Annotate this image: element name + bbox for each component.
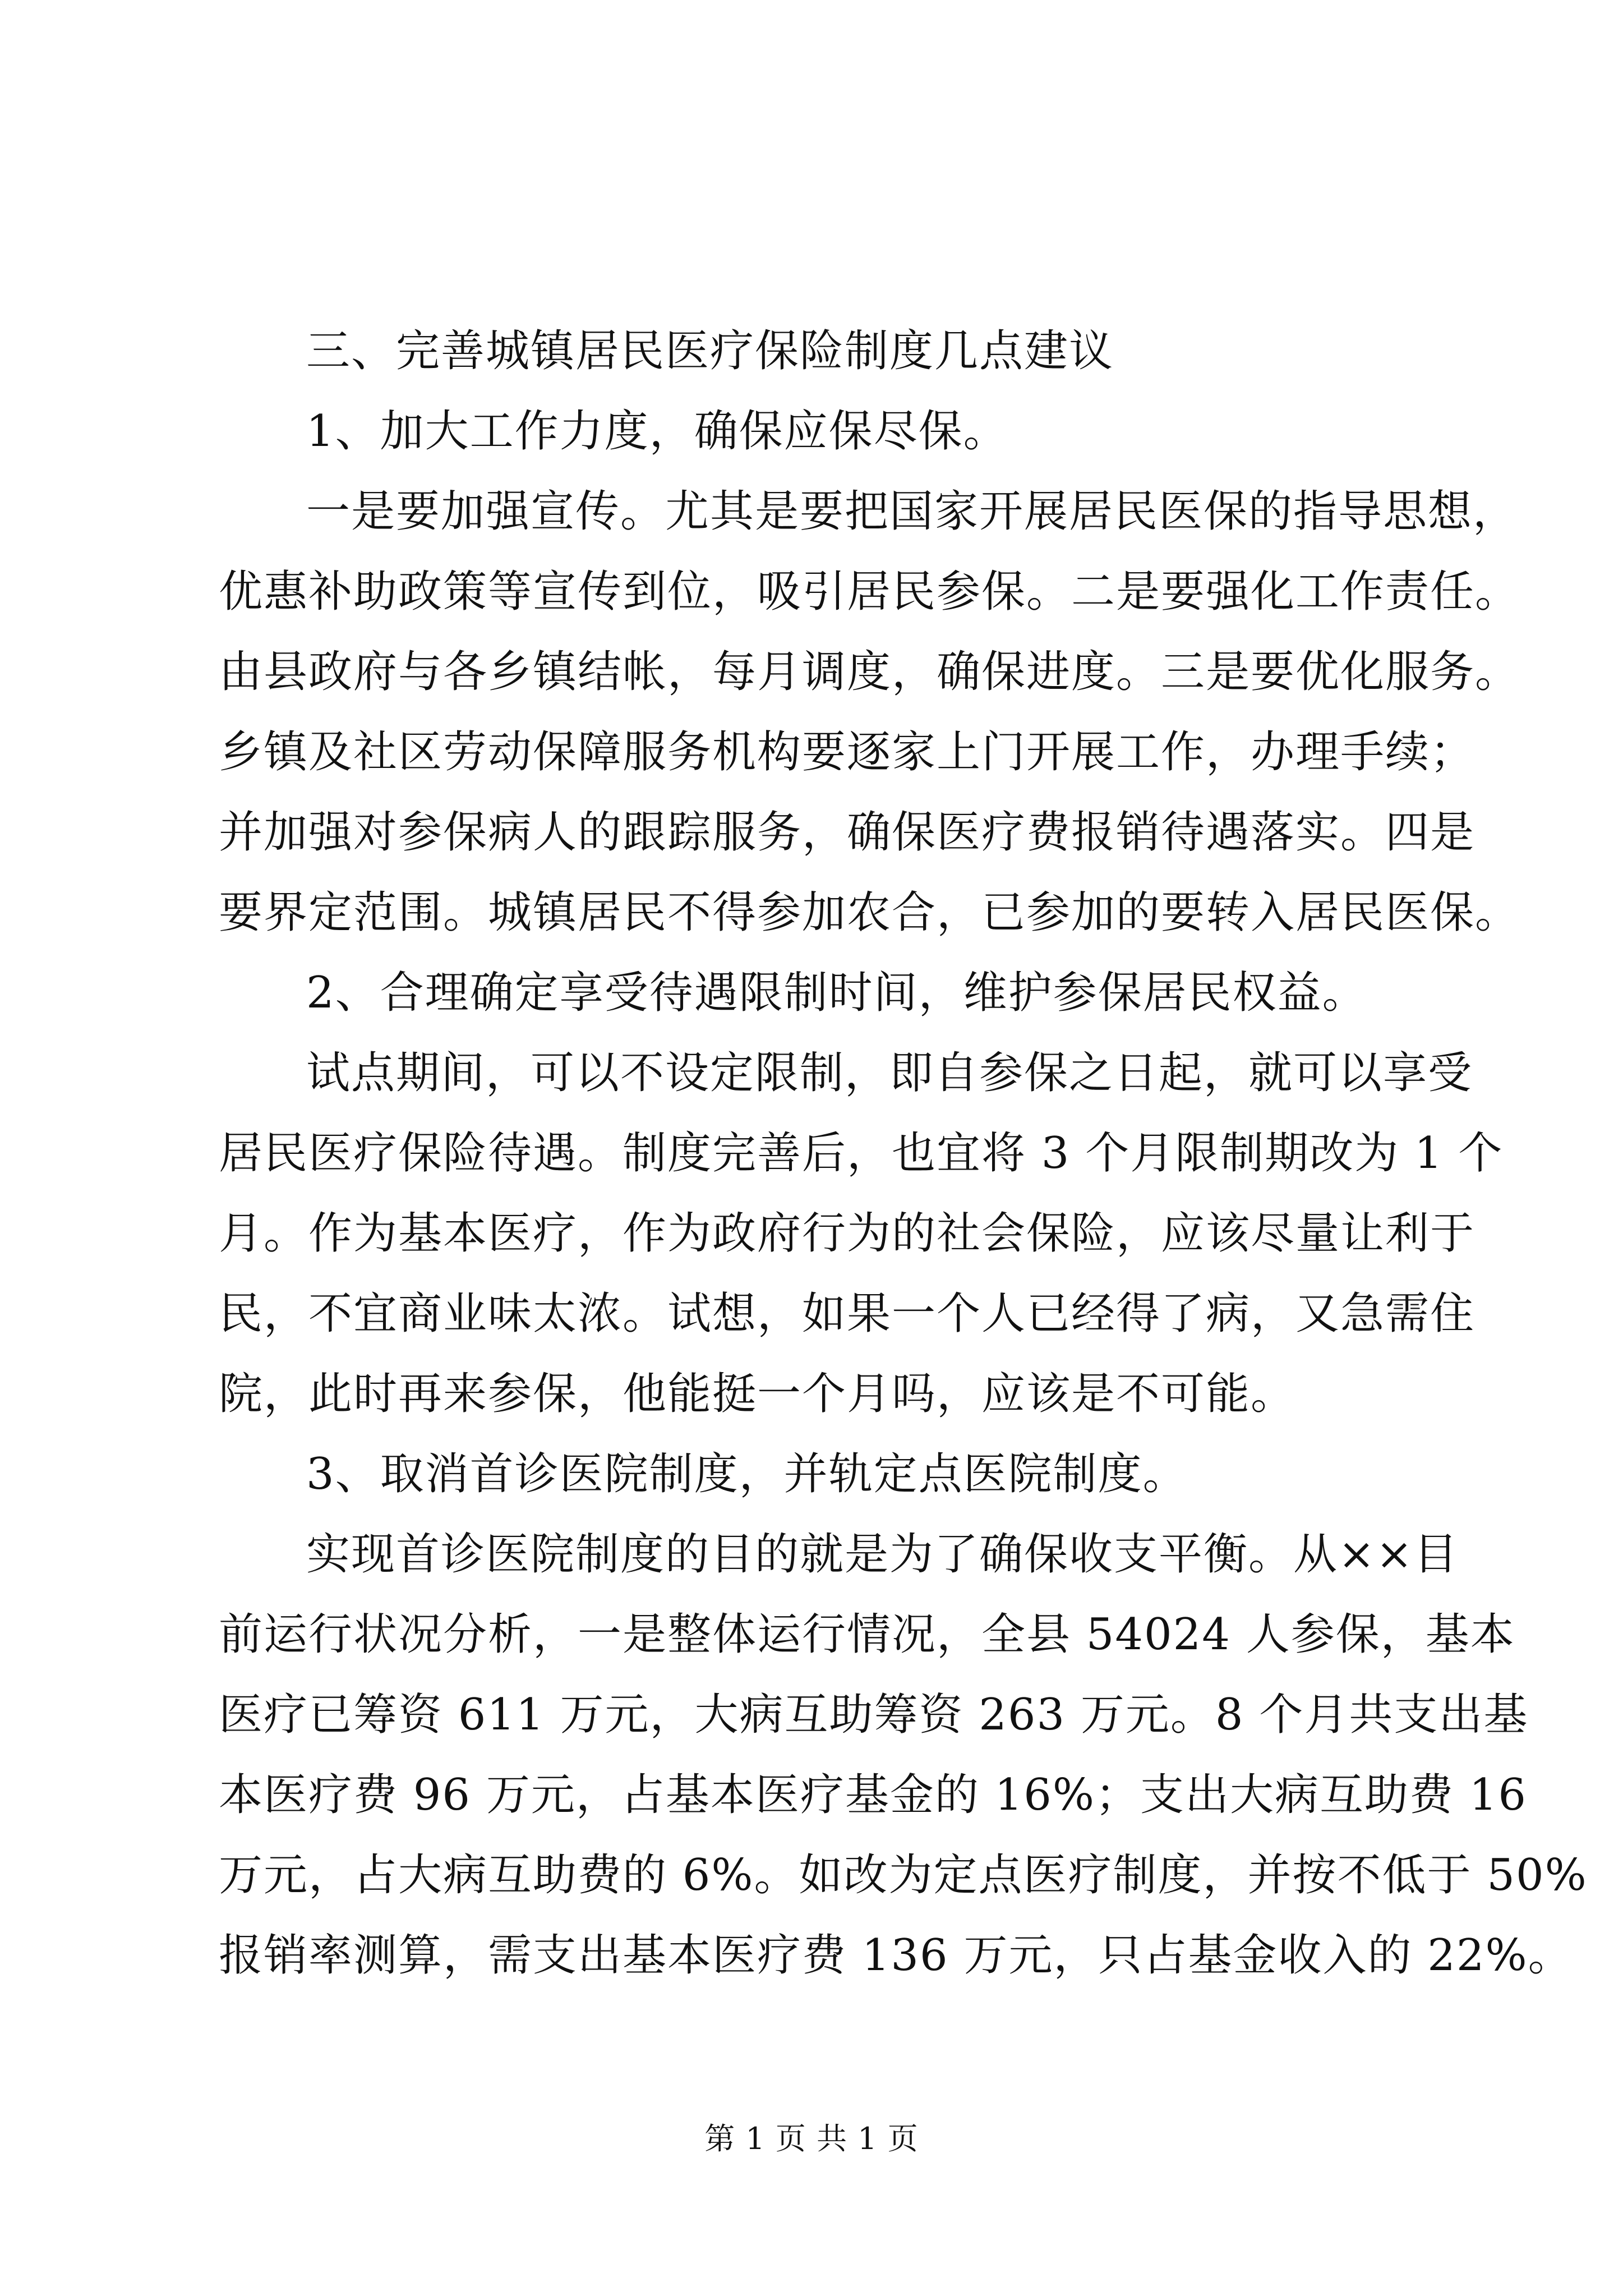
paragraph-line: 报销率测算，需支出基本医疗费 136 万元，只占基金收入的 22%。 [219, 1930, 1573, 1981]
paragraph-line: 医疗已筹资 611 万元，大病互助筹资 263 万元。8 个月共支出基 [219, 1690, 1529, 1740]
paragraph-line: 万元，占大病互助费的 6%。如改为定点医疗制度，并按不低于 50% [219, 1850, 1588, 1901]
paragraph-line: 并加强对参保病人的跟踪服务，确保医疗费报销待遇落实。四是 [219, 807, 1476, 858]
paragraph-line: 由县政府与各乡镇结帐，每月调度，确保进度。三是要优化服务。 [219, 647, 1520, 697]
item-3-paragraph [219, 1515, 1588, 1996]
paragraph-line: 要界定范围。城镇居民不得参加农合，已参加的要转入居民医保。 [219, 887, 1520, 938]
page-number-footer: 第 1 页 共 1 页 [704, 2121, 919, 2156]
paragraph-line: 前运行状况分析，一是整体运行情况，全县 54024 人参保，基本 [219, 1609, 1515, 1660]
paragraph-line: 院，此时再来参保，他能挺一个月吗，应该是不可能。 [219, 1369, 1296, 1419]
paragraph-line: 试点期间，可以不设定限制，即自参保之日起，就可以享受 [306, 1048, 1473, 1098]
paragraph-line: 居民医疗保险待遇。制度完善后，也宜将 3 个月限制期改为 1 个 [219, 1128, 1504, 1179]
paragraph-line: 本医疗费 96 万元，占基本医疗基金的 16%；支出大病互助费 16 [219, 1770, 1528, 1820]
paragraph-line: 一是要加强宣传。尤其是要把国家开展居民医保的指导思想， [306, 486, 1518, 537]
document-body [219, 311, 1588, 1996]
section-heading: 三、完善城镇居民医疗保险制度几点建议 [306, 326, 1114, 376]
paragraph-line: 民，不宜商业味太浓。试想，如果一个人已经得了病，又急需住 [219, 1289, 1476, 1339]
item-3-heading: 3、取消首诊医院制度，并轨定点医院制度。 [306, 1449, 1188, 1499]
item-1-heading: 1、加大工作力度，确保应保尽保。 [306, 406, 1008, 457]
item-2-paragraph [219, 1033, 1504, 1434]
paragraph-line: 乡镇及社区劳动保障服务机构要逐家上门开展工作，办理手续； [219, 727, 1476, 777]
item-1-paragraph [219, 472, 1520, 953]
paragraph-line: 优惠补助政策等宣传到位，吸引居民参保。二是要强化工作责任。 [219, 567, 1520, 617]
item-2-heading: 2、合理确定享受待遇限制时间，维护参保居民权益。 [306, 968, 1367, 1018]
paragraph-line: 实现首诊医院制度的目的就是为了确保收支平衡。从××目 [306, 1529, 1459, 1580]
paragraph-line: 月。作为基本医疗，作为政府行为的社会保险，应该尽量让利于 [219, 1208, 1476, 1259]
